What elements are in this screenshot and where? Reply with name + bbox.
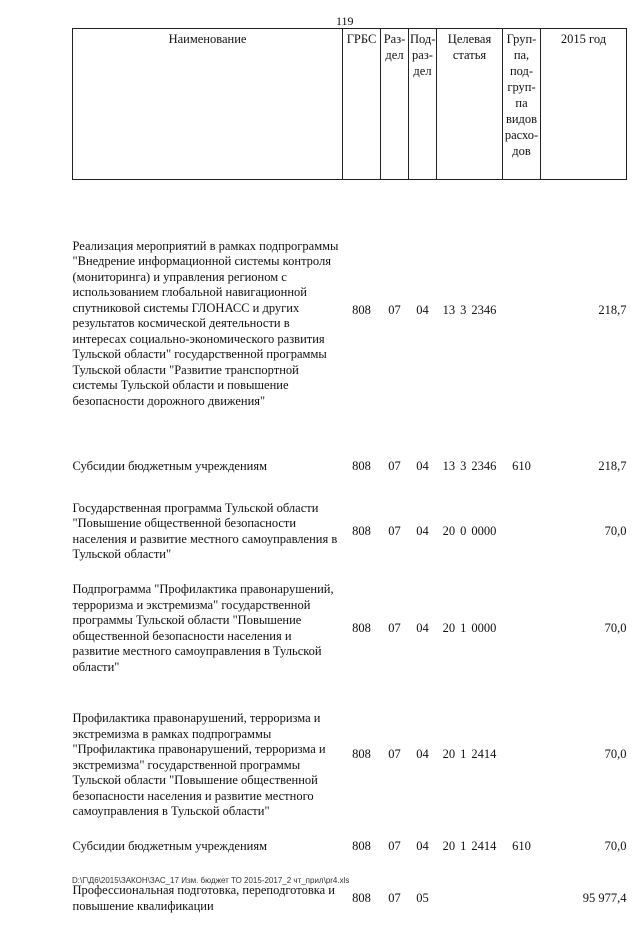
row-celevaya-statya — [437, 824, 503, 870]
row-grbs: 808 — [352, 890, 371, 905]
header-celevaya: Целевая статья — [437, 29, 503, 180]
celevaya-part-1: 13 — [442, 303, 456, 317]
row-amount-2015: 95 977,4 — [582, 890, 627, 905]
row-razdel: 07 — [388, 746, 401, 761]
row-razdel: 07 — [388, 890, 401, 905]
celevaya-part-3: 0000 — [471, 523, 497, 538]
celevaya-part-1: 20 — [442, 523, 456, 538]
celevaya-part-2: 1 — [460, 838, 467, 853]
celevaya-part-2: 3 — [460, 458, 467, 473]
celevaya-part-3: 2414 — [471, 838, 497, 853]
row-grbs: 808 — [352, 523, 371, 538]
row-podrazdel: 05 — [416, 890, 429, 905]
row-razdel: 07 — [388, 838, 401, 853]
table-row — [73, 824, 627, 870]
celevaya-part-1: 20 — [442, 838, 456, 853]
header-row — [73, 29, 627, 180]
celevaya-part-2: 1 — [460, 746, 467, 761]
row-podrazdel: 04 — [416, 746, 429, 761]
row-celevaya-statya — [437, 180, 503, 442]
celevaya-part-3: 2346 — [471, 458, 497, 473]
budget-table — [72, 28, 627, 928]
celevaya-part-3: 0000 — [471, 620, 497, 635]
row-celevaya-statya — [437, 442, 503, 492]
row-podrazdel: 04 — [416, 620, 429, 635]
table-row — [73, 572, 627, 686]
row-amount-2015: 70,0 — [604, 523, 627, 538]
row-vid-rashodov — [503, 492, 541, 572]
row-celevaya-statya — [437, 492, 503, 572]
celevaya-part-2: 3 — [460, 303, 467, 317]
row-razdel: 07 — [388, 303, 401, 317]
header-podrazdel: Под-раз-дел — [409, 29, 437, 180]
file-path-footer: D:\Г\Д6\2015\ЗАКОН\ЗАС_17 Изм. бюджет ТО 2015-2017_2 чт_прил\pr4.xls — [72, 876, 350, 885]
row-podrazdel: 04 — [416, 458, 429, 473]
row-amount-2015: 70,0 — [604, 620, 627, 635]
row-name: Подпрограмма "Профилактика правонарушений, терроризма и экстремизма" государственной программы Тульской области "Повышение общественной безопасности населения и развитие местного самоуправления в Тульской области" — [72, 582, 334, 674]
row-celevaya-statya — [437, 870, 503, 928]
row-grbs: 808 — [352, 620, 371, 635]
row-vid-rashodov: 610 — [512, 838, 531, 853]
table-row — [73, 686, 627, 824]
row-podrazdel: 04 — [416, 838, 429, 853]
celevaya-part-2: 0 — [460, 523, 467, 538]
table-row — [73, 180, 627, 442]
row-name: Государственная программа Тульской области "Повышение общественной безопасности населения и развитие местного самоуправления в Тульской области" — [72, 500, 338, 561]
row-grbs: 808 — [352, 458, 371, 473]
row-celevaya-statya — [437, 686, 503, 824]
header-name: Наименование — [73, 29, 343, 180]
row-amount-2015: 218,7 — [598, 458, 627, 473]
celevaya-part-1: 13 — [442, 458, 456, 473]
row-podrazdel: 04 — [416, 523, 429, 538]
row-amount-2015: 70,0 — [604, 746, 627, 761]
row-vid-rashodov — [503, 870, 541, 928]
row-grbs: 808 — [352, 838, 371, 853]
row-razdel: 07 — [388, 458, 401, 473]
header-grbs: ГРБС — [343, 29, 381, 180]
header-year: 2015 год — [541, 29, 627, 180]
row-name: Субсидии бюджетным учреждениям — [72, 458, 268, 473]
row-name: Субсидии бюджетным учреждениям — [72, 838, 268, 853]
row-name: Профилактика правонарушений, терроризма и экстремизма в рамках подпрограммы "Профилактика правонарушений, терроризма и экстремизма" государственной программы Тульской области "Повышение общественной безопасности населения и развитие местного самоуправления в Тульской области" — [72, 711, 326, 819]
row-podrazdel: 04 — [416, 303, 429, 317]
row-razdel: 07 — [388, 523, 401, 538]
celevaya-part-3: 2346 — [471, 303, 497, 317]
row-name: Профессиональная подготовка, переподготовка и повышение квалификации — [72, 883, 335, 913]
table-row — [73, 492, 627, 572]
celevaya-part-1: 20 — [442, 746, 456, 761]
page-number: 119 — [336, 14, 354, 28]
row-grbs: 808 — [352, 746, 371, 761]
row-celevaya-statya — [437, 572, 503, 686]
table-row — [73, 442, 627, 492]
celevaya-part-1: 20 — [442, 620, 456, 635]
row-vid-rashodov — [503, 180, 541, 442]
row-name: Реализация мероприятий в рамках подпрограммы "Внедрение информационной системы контроля (мониторинга) и управления регионом с использованием глобальной навигационной спутниковой системы ГЛОНАСС и других результатов космической деятельности в интересах социально-экономического развития Тульской области" государственной программы Тульской области "Развитие транспортной системы Тульской области и повышение безопасности дорожного движения" — [72, 238, 339, 408]
row-razdel: 07 — [388, 620, 401, 635]
header-gruppa: Груп-па, под-груп-па видов расхо-дов — [503, 29, 541, 180]
row-amount-2015: 70,0 — [604, 838, 627, 853]
row-vid-rashodov — [503, 686, 541, 824]
row-vid-rashodov: 610 — [512, 458, 531, 473]
row-amount-2015: 218,7 — [598, 303, 627, 317]
row-vid-rashodov — [503, 572, 541, 686]
celevaya-part-3: 2414 — [471, 746, 497, 761]
celevaya-part-2: 1 — [460, 620, 467, 635]
header-razdel: Раз-дел — [381, 29, 409, 180]
row-grbs: 808 — [352, 303, 371, 317]
